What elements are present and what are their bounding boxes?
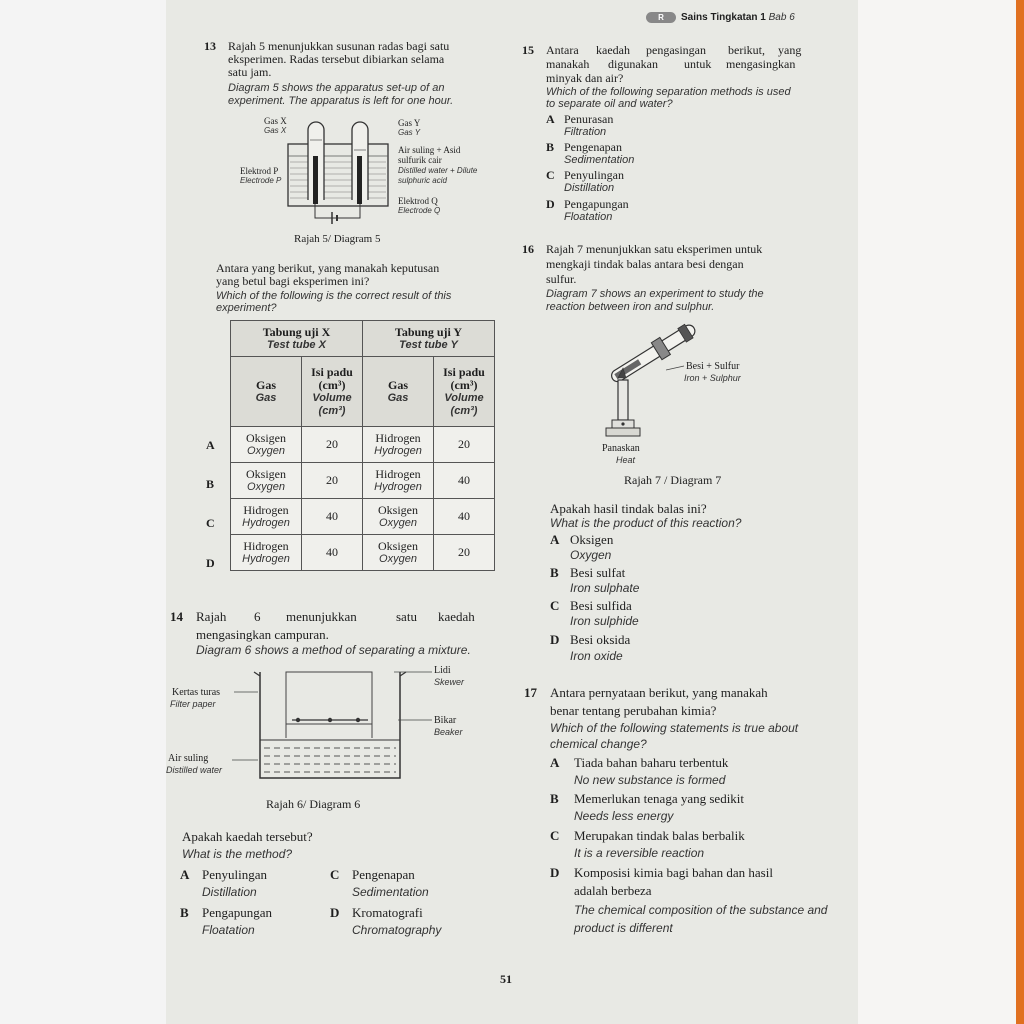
filtration-beaker-diagram [246, 668, 416, 784]
q14-stem-word: satu [396, 609, 417, 624]
q15-stem-ms-3: minyak dan air? [546, 71, 624, 85]
q16-stem-ms-2: mengkaji tindak balas antara besi dengan [546, 257, 744, 271]
q15-stem-en-2: to separate oil and water? [546, 98, 673, 110]
label-skewer: Lidi [434, 665, 451, 676]
page-header [646, 12, 795, 23]
q13-question-ms-2: yang betul bagi eksperimen ini? [216, 274, 370, 288]
label-iron-sulphur: Besi + Sulfur [686, 361, 740, 372]
label-electrode-p-en: Electrode P [240, 176, 282, 185]
q13-option-b-label[interactable]: B [206, 477, 215, 491]
q15-stem-word: mengasingkan [726, 57, 796, 71]
q13-option-d-label[interactable]: D [206, 556, 215, 570]
q16-number: 16 [522, 242, 534, 256]
q16-question-ms: Apakah hasil tindak balas ini? [550, 501, 707, 516]
background-left-page [0, 0, 168, 1024]
header-title: Sains Tingkatan 1 [681, 12, 766, 24]
q14-question-ms: Apakah kaedah tersebut? [182, 829, 313, 844]
q15-stem-word: Antara [546, 43, 579, 57]
q13-stem-ms-1: Rajah 5 menunjukkan susunan radas bagi satu [228, 39, 450, 53]
q16-stem-ms-1: Rajah 7 menunjukkan satu eksperimen untuk [546, 242, 763, 256]
label-gas-x-en: Gas X [264, 126, 287, 135]
label-electrode-q-en: Electrode Q [398, 206, 441, 215]
diagram-6-pointer-lines-right [392, 666, 434, 726]
label-skewer-en: Skewer [434, 677, 465, 687]
table-head-test-tube-x: Tabung uji X Test tube X [231, 321, 363, 357]
q16-stem-en-2: reaction between iron and sulphur. [546, 301, 715, 313]
q13-stem-ms-2: eksperimen. Radas tersebut dibiarkan selama [228, 52, 445, 66]
label-heat-en: Heat [616, 455, 636, 465]
background-right-page [856, 0, 1024, 1024]
table-col-volume-y: Isi padu (cm³) Volume (cm³) [434, 357, 495, 427]
q15-stem-en-1: Which of the following separation methods is used [546, 86, 791, 98]
label-heat: Panaskan [602, 443, 640, 454]
q13-stem-en-1: Diagram 5 shows the apparatus set-up of an [228, 82, 445, 94]
q17-stem-en-1: Which of the following statements is true about [550, 721, 799, 735]
label-water-acid: Air suling + Asid [398, 145, 461, 155]
label-water-acid-en-2: sulphuric acid [398, 176, 447, 185]
label-gas-x: Gas X [264, 116, 287, 126]
q13-question-en-2: experiment? [216, 302, 277, 314]
label-gas-y-en: Gas Y [398, 128, 421, 137]
background-orange-edge [1016, 0, 1024, 1024]
q13-option-c-label[interactable]: C [206, 516, 215, 530]
q15-stem-word: kaedah [596, 43, 630, 57]
diagram-6-caption: Rajah 6/ Diagram 6 [266, 797, 361, 811]
q15-stem-word: yang [778, 43, 802, 57]
q13-stem-ms-3: satu jam. [228, 65, 272, 79]
label-iron-sulphur-en: Iron + Sulphur [684, 373, 741, 383]
q14-stem-word: Rajah [196, 609, 227, 624]
q15-stem-word: manakah [546, 57, 590, 71]
table-row: Hidrogen Hydrogen 40 Oksigen Oxygen 20 [231, 535, 495, 571]
label-gas-y: Gas Y [398, 118, 421, 128]
textbook-page: R Sains Tingkatan 1 Bab 6 13 Rajah 5 menunjukkan susunan radas bagi satu eksperimen. Radas tersebut dibiarkan selama satu jam. Diagram 5 shows the apparatus set-up of an experiment. The apparatus is left for one hour. Gas X Gas X Gas Y Gas Y Air suling + Asid sulfurik cair Distilled water + Dilute sulphuric acid Elektrod P Electrode P Elektrod Q Electrode Q Rajah 5/ Diagram 5 Antara yang berikut, yang manakah keputusan yang betul bagi eksperimen ini? Which of the following is the correct result of this experiment? A B C D Tabung uji X Test tube X Tabung uji Y Test tube Y Gas Gas Isi padu (cm³) Volume (cm³) Gas Gas Isi padu (cm³) Volume (cm³) Oksigen Oxygen 20 Hidrogen Hydrogen 20 Oksigen Oxygen 20 Hidrogen Hydrogen 40 Hidrogen Hydrogen 40 Oksigen Oxygen 40 Hidrogen Hydrogen 40 Oksigen Oxygen 20 14 Rajah 6 menunjukkan satu kaedah mengasingkan campuran. Diagram 6 shows a method of separating a mixture. Lidi Skewer Kertas turas Filter paper Bikar Beaker Air suling Distilled water Rajah 6/ Diagram 6 Apakah kaedah tersebut? What is the method? A Penyulingan Distillation C Pengenapan Sedimentation B Pengapungan Floatation D Kromatografi Chromatography 15 Antara kaedah pengasingan berikut, yang manakah digunakan untuk mengasingkan minyak dan air? Which of the following separation methods is used to separate oil and water? A Penurasan Filtration B Pengenapan Sedimentation C Penyulingan Distillation D Pengapungan Floatation 16 Rajah 7 menunjukkan satu eksperimen untuk mengkaji tindak balas antara besi dengan sulfur. Diagram 7 shows an experiment to study the reaction between iron and sulphur. Besi + Sulfur Iron + Sulphur Panaskan Heat Rajah 7 / Diagram 7 Apakah hasil tindak balas ini? What is the product of this reaction? A Oksigen Oxygen B Besi sulfat Iron sulphate C Besi sulfida Iron sulphide D Besi oksida Iron oxide 17 Antara pernyataan berikut, yang manakah benar tentang perubahan kimia? Which of the following statements is true about chemical change? A Tiada bahan baharu terbentuk No new substance is formed B Memerlukan tenaga yang sedikit Needs less energy C Merupakan tindak balas berbalik It is a reversible reaction D Komposisi kimia bagi bahan dan hasil adalah berbeza The chemical composition of the substance and product is different 51 [166, 0, 858, 1024]
label-distilled-water-en: Distilled water [166, 765, 223, 775]
publisher-logo-icon: R [646, 12, 676, 23]
q17-number: 17 [524, 685, 537, 700]
q16-stem-en-1: Diagram 7 shows an experiment to study the [546, 288, 764, 300]
q14-stem-word: menunjukkan [286, 609, 357, 624]
q16-question-en: What is the product of this reaction? [550, 516, 742, 530]
table-col-volume-x: Isi padu (cm³) Volume (cm³) [302, 357, 363, 427]
q15-stem-word: untuk [684, 57, 712, 71]
diagram-5-caption: Rajah 5/ Diagram 5 [294, 233, 381, 245]
page-number: 51 [500, 972, 512, 986]
q17-stem-ms-1: Antara pernyataan berikut, yang manakah [550, 685, 768, 700]
label-electrode-q: Elektrod Q [398, 196, 438, 206]
q16-stem-ms-3: sulfur. [546, 272, 577, 286]
q13-question-en-1: Which of the following is the correct result of this [216, 290, 452, 302]
diagram-6-pointer-lines [230, 686, 260, 766]
q13-results-table [230, 320, 495, 571]
table-head-test-tube-y: Tabung uji Y Test tube Y [363, 321, 495, 357]
diagram-7-pointer-line [666, 362, 686, 374]
label-water-acid-en: Distilled water + Dilute [398, 166, 478, 175]
q13-question-ms-1: Antara yang berikut, yang manakah keputusan [216, 261, 440, 275]
label-filter-paper-en: Filter paper [170, 699, 216, 709]
label-beaker: Bikar [434, 715, 457, 726]
q14-stem-en: Diagram 6 shows a method of separating a mixture. [196, 643, 471, 657]
table-row: Oksigen Oxygen 20 Hidrogen Hydrogen 20 [231, 427, 495, 463]
q14-stem-word: kaedah [438, 609, 475, 624]
electrolysis-apparatus-diagram [286, 116, 396, 228]
table-col-gas-x: Gas Gas [231, 357, 302, 427]
q17-stem-ms-2: benar tentang perubahan kimia? [550, 703, 717, 718]
label-electrode-p: Elektrod P [240, 166, 279, 176]
q15-stem-word: digunakan [608, 57, 658, 71]
q13-number: 13 [204, 39, 216, 53]
q14-stem-word: 6 [254, 609, 261, 624]
q15-stem-word: berikut, [728, 43, 765, 57]
q17-stem-en-2: chemical change? [550, 737, 647, 751]
q14-number: 14 [170, 609, 183, 624]
label-water-acid-2: sulfurik cair [398, 155, 442, 165]
label-distilled-water: Air suling [168, 753, 209, 764]
q13-option-a-label[interactable]: A [206, 438, 215, 452]
q15-number: 15 [522, 43, 534, 57]
q13-stem-en-2: experiment. The apparatus is left for one hour. [228, 95, 454, 107]
table-col-gas-y: Gas Gas [363, 357, 434, 427]
q14-stem-ms-2: mengasingkan campuran. [196, 627, 329, 642]
q15-stem-word: pengasingan [646, 43, 706, 57]
header-chapter: Bab 6 [768, 12, 795, 24]
label-filter-paper: Kertas turas [172, 687, 221, 698]
diagram-7-caption: Rajah 7 / Diagram 7 [624, 473, 722, 487]
q14-question-en: What is the method? [182, 847, 293, 861]
label-beaker-en: Beaker [434, 727, 463, 737]
table-row: Hidrogen Hydrogen 40 Oksigen Oxygen 40 [231, 499, 495, 535]
table-row: Oksigen Oxygen 20 Hidrogen Hydrogen 40 [231, 463, 495, 499]
